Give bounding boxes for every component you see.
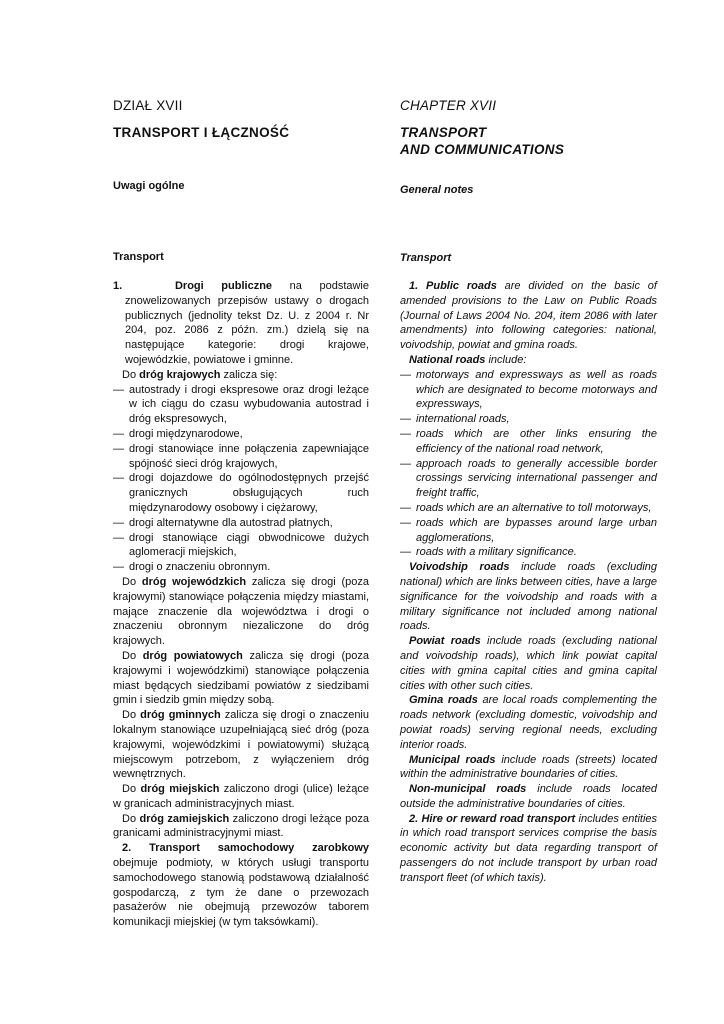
paragraph-public-roads-en <box>400 279 657 353</box>
chapter-heading-en: CHAPTER XVII <box>400 98 497 113</box>
paragraph-text: na podstawie znowelizowanych przepisów ustawy o drogach publicznych (jednolity tekst Dz. U. z 2004 r. Nr 204, poz. 2086 z późn. zm.) dzielą się na następujące kategorie: drogi krajowe, wojewódzkie, powiatowe i gminne. <box>125 280 369 366</box>
paragraph-voivodship-roads-pl <box>113 575 369 649</box>
paragraph-text: include roads (streets) located within the administrative boundaries of cities. <box>400 753 657 781</box>
list-item: — drogi dojazdowe do ogólnodostępnych przejść granicznych obsługujących ruch międzynarodowy osobowy i ciężarowy, <box>113 471 369 515</box>
national-roads-list-en <box>400 368 657 560</box>
term-bold: 1. Public roads <box>409 280 497 292</box>
paragraph-gmina-roads-pl <box>113 708 369 782</box>
paragraph-road-transport-en <box>400 812 657 886</box>
paragraph-text: are divided on the basic of amended provisions to the Law on Public Roads (Journal of Laws 2004 No. 204, item 2086 with later amendments) into following categories: national, voivodship, powiat and gmina roads. <box>400 280 657 352</box>
paragraph-text: include: <box>485 353 527 366</box>
paragraph-text: include roads located outside the administrative boundaries of cities. <box>400 783 657 810</box>
term-bold: dróg krajowych <box>139 368 221 381</box>
paragraph-text: zalicza się drogi o znaczeniu lokalnym stanowiące uzupełniającą sieć dróg (poza krajowymi, wojewódzkimi i powiatowymi) służącą miejscowym potrzebom, z wyłączeniem dróg wewnętrznych. <box>113 709 369 781</box>
paragraph-text: zalicza się drogi (poza krajowymi i wojewódzkimi) stanowiące połączenia miast będących siedzibami powiatów z siedzibami gmin i siedzib gmin między sobą. <box>113 649 370 707</box>
term-bold: Gmina roads <box>409 694 478 707</box>
paragraph-text: zalicza się: <box>220 368 278 381</box>
list-item: — approach roads to generally accessible border crossings servicing international passenger and freight traffic, <box>400 457 657 501</box>
term-bold: Non-municipal roads <box>409 783 527 796</box>
list-item: — roads which are an alternative to toll motorways, <box>400 501 657 516</box>
section-heading-en: Transport <box>400 252 452 264</box>
paragraph-text: zaliczono drogi leżące poza granicami administracyjnymi miast. <box>113 812 369 840</box>
term-bold: dróg gminnych <box>140 709 221 722</box>
list-item: — roads which are other links ensuring the efficiency of the national road network, <box>400 427 657 457</box>
paragraph-text: include roads (excluding national and voivodship roads), which link powiat capital cities with gmina capital cities and gmina capital cities with other such cities. <box>400 635 657 692</box>
text-prefix: Do <box>122 649 143 662</box>
term-bold: Voivodship roads <box>409 561 510 574</box>
paragraph-text: include roads (excluding national) which are links between cities, have a large significance for the voivodship and roads with a military significance not included among national roads. <box>400 561 657 633</box>
list-item: — international roads, <box>400 412 657 427</box>
chapter-title-line2: AND COMMUNICATIONS <box>400 142 565 157</box>
section-heading-pl: Transport <box>113 251 164 263</box>
list-item: — drogi stanowiące ciągi obwodnicowe dużych aglomeracji miejskich, <box>113 531 369 561</box>
paragraph-text: obejmuje podmioty, w których usługi transportu samochodowego stanowią podstawową działalność gospodarczą, z tym że dane o przewozach pasażerów nie obejmują przewozów taborem komunikacji miejskiej (w tym taksówkami). <box>113 857 369 929</box>
paragraph-municipal-roads-pl <box>113 782 369 812</box>
paragraph-powiat-roads-en <box>400 634 657 693</box>
chapter-title-line1: TRANSPORT <box>400 125 487 140</box>
chapter-title-en <box>400 124 564 158</box>
general-notes-heading-pl: Uwagi ogólne <box>113 180 185 192</box>
term-bold: dróg powiatowych <box>142 649 243 662</box>
list-item: — drogi stanowiące inne połączenia zapewniające spójność sieci dróg krajowych, <box>113 442 369 472</box>
list-item: — drogi o znaczeniu obronnym. <box>113 560 369 575</box>
text-prefix: Do <box>122 812 140 825</box>
paragraph-non-municipal-roads-en <box>400 782 657 812</box>
body-text-en <box>400 279 657 886</box>
paragraph-municipal-roads-en <box>400 753 657 783</box>
paragraph-road-transport-pl <box>113 841 369 930</box>
list-item: — roads with a military significance. <box>400 545 657 560</box>
paragraph-text: includes entities in which road transport services comprise the basis economic activity but data regarding transport of passengers do not include transport by urban road transport fleet (of which taxis). <box>400 812 658 884</box>
term-bold: 2. Hire or reward road transport <box>409 812 576 825</box>
list-item: — drogi alternatywne dla autostrad płatnych, <box>113 516 369 531</box>
paragraph-non-municipal-roads-pl <box>113 812 369 842</box>
text-prefix: Do <box>122 368 140 381</box>
list-item: — drogi międzynarodowe, <box>113 427 369 442</box>
paragraph-text: zaliczono drogi (ulice) leżące w granicach administracyjnych miast. <box>113 783 370 810</box>
paragraph-number: 1. <box>113 280 123 292</box>
general-notes-heading-en: General notes <box>400 184 474 196</box>
paragraph-national-roads-en <box>400 353 657 368</box>
paragraph-voivodship-roads-en <box>400 560 657 634</box>
chapter-heading-pl: DZIAŁ XVII <box>113 98 183 113</box>
term-bold: 2. Transport samochodowy zarobkowy <box>122 842 369 855</box>
paragraph-gmina-roads-en <box>400 693 657 752</box>
chapter-title-pl: TRANSPORT I ŁĄCZNOŚĆ <box>113 125 290 140</box>
national-roads-list-pl <box>113 383 369 575</box>
list-item: — autostrady i drogi ekspresowe oraz drogi leżące w ich ciągu do czasu wybudowania autostrad i dróg ekspresowych, <box>113 383 369 427</box>
paragraph-powiat-roads-pl <box>113 649 369 708</box>
text-prefix: Do <box>122 575 142 588</box>
term-bold: National roads <box>409 353 486 366</box>
text-prefix: Do <box>122 709 141 722</box>
term-bold: Municipal roads <box>409 753 496 766</box>
paragraph-text: zalicza się drogi (poza krajowymi) stanowiące połączenia między miastami, mające znaczenie dla województwa i drogi o znaczeniu obronnym niezaliczone do dróg krajowych. <box>113 575 369 648</box>
list-item: — motorways and expressways as well as roads which are designated to become motorways and expressways, <box>400 368 657 412</box>
paragraph-public-roads-pl <box>113 279 369 368</box>
term-bold: dróg zamiejskich <box>139 812 230 825</box>
body-text-pl <box>113 279 369 930</box>
paragraph-text: are local roads complementing the roads network (excluding domestic, voivodship and powiat roads) serving regional needs, excluding interior roads. <box>400 694 657 751</box>
term-bold: Powiat roads <box>409 635 481 648</box>
term-bold: Drogi publiczne <box>174 280 273 292</box>
list-item: — roads which are bypasses around large urban agglomerations, <box>400 516 657 546</box>
text-prefix: Do <box>122 783 141 796</box>
term-bold: dróg miejskich <box>140 783 220 796</box>
paragraph-national-roads-pl <box>113 368 369 383</box>
term-bold: dróg wojewódzkich <box>141 575 247 588</box>
